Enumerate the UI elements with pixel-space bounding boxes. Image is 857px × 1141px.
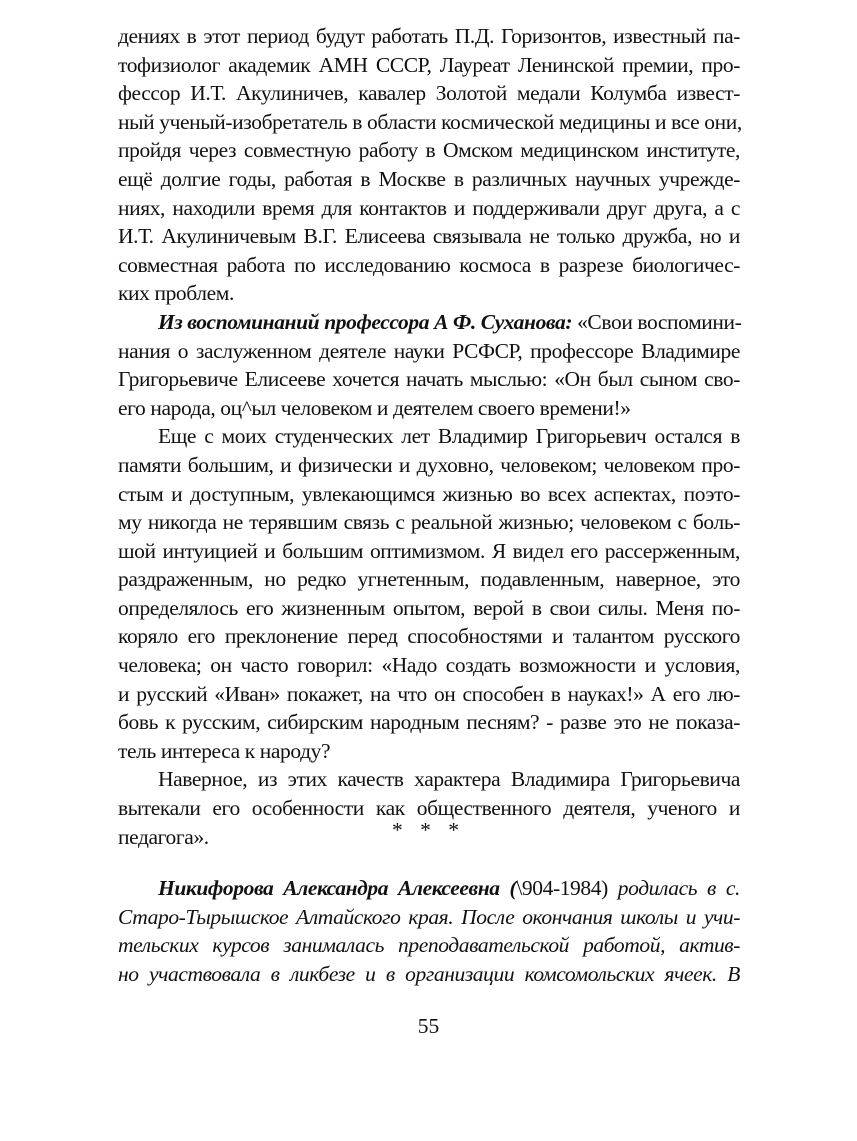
memoir-lead: Из воспоминаний профессора А Ф. Суханова: xyxy=(158,309,573,334)
bio-start: родилась в с. xyxy=(607,876,740,900)
text-line: Старо-Тырышское Алтайского края. После окончания школы и учи- xyxy=(118,904,740,929)
biography xyxy=(118,874,740,988)
text-line: определялось его жизненным опытом, верой в свои силы. Меня по- xyxy=(118,595,740,620)
memoir-quote-start: «Свои воспомини- xyxy=(572,309,742,334)
text-line: ещё долгие годы, работая в Москве в различных научных учрежде- xyxy=(118,166,740,191)
paragraph-continuation xyxy=(118,22,740,308)
text-line: му никогда не терявшим связь с реальной жизнью; человеком с боль- xyxy=(118,510,740,535)
text-line: нания о заслуженном деятеле науки РСФСР, профессоре Владимире xyxy=(118,338,740,363)
text-line: тель интереса к народу? xyxy=(118,738,331,763)
text-line xyxy=(118,874,740,903)
text-line: человека; он часто говорил: «Надо создать возможности и условия, xyxy=(118,653,740,678)
text-line: совместная работа по исследованию космоса в разрезе биологичес- xyxy=(118,252,740,277)
paragraph-memoir xyxy=(118,308,740,422)
text-line: дениях в этот период будут работать П.Д. Горизонтов, известный па- xyxy=(118,24,740,48)
text-line: и русский «Иван» покажет, на что он способен в науках!» А его лю- xyxy=(118,681,740,706)
text-line: Наверное, из этих качеств характера Владимира Григорьевича xyxy=(158,767,740,792)
text-line: бовь к русским, сибирским народным песням? - разве это не показа- xyxy=(118,710,740,735)
text-line: стым и доступным, увлекающимся жизнью во всех аспектах, поэто- xyxy=(118,481,740,506)
bio-name: Никифорова Александра Алексеевна ( xyxy=(158,876,517,900)
main-text xyxy=(118,22,740,851)
text-line: но участвовала в ликбезе и в организации комсомольских ячеек. В xyxy=(118,961,740,986)
text-line: фессор И.Т. Акулиничев, кавалер Золотой медали Колумба извест- xyxy=(118,81,740,106)
page-number: 55 xyxy=(417,1014,440,1038)
text-line: Еще с моих студенческих лет Владимир Григорьевич остался в xyxy=(158,424,740,449)
text-line: ный ученый-изобретатель в области космической медицины и все они, xyxy=(118,109,742,134)
text-line: И.Т. Акулиничевым В.Г. Елисеева связывала не только дружба, но и xyxy=(118,224,740,249)
text-line: вытекали его особенности как общественного деятеля, ученого и xyxy=(118,796,740,821)
text-line: его народа, оц^ыл человеком и деятелем своего времени!» xyxy=(118,395,631,420)
text-line: памяти большим, и физически и духовно, человеком; человеком про- xyxy=(118,452,740,477)
text-line: шой интуицией и большим оптимизмом. Я видел его рассерженным, xyxy=(118,538,740,563)
text-line: раздраженным, но редко угнетенным, подавленным, наверное, это xyxy=(118,567,740,592)
text-line: тельских курсов занималась преподавательской работой, актив- xyxy=(118,933,740,958)
text-line: тофизиолог академик АМН СССР, Лауреат Ленинской премии, про- xyxy=(118,52,740,77)
text-line: пройдя через совместную работу в Омском медицинском институте, xyxy=(118,138,740,163)
text-line: педагога». xyxy=(118,824,209,849)
text-line xyxy=(118,308,740,337)
text-line: коряло его преклонение перед способностями и талантом русского xyxy=(118,624,740,649)
text-line: ких проблем. xyxy=(118,281,234,306)
bio-dates: \904-1984) xyxy=(516,876,608,900)
text-line: Григорьевиче Елисееве хочется начать мыслью: «Он был сыном сво- xyxy=(118,367,740,392)
paragraph-memoir-body xyxy=(118,422,740,765)
section-separator: * * * xyxy=(392,818,465,842)
text-line: ниях, находили время для контактов и поддерживали друг друга, а с xyxy=(118,195,740,220)
